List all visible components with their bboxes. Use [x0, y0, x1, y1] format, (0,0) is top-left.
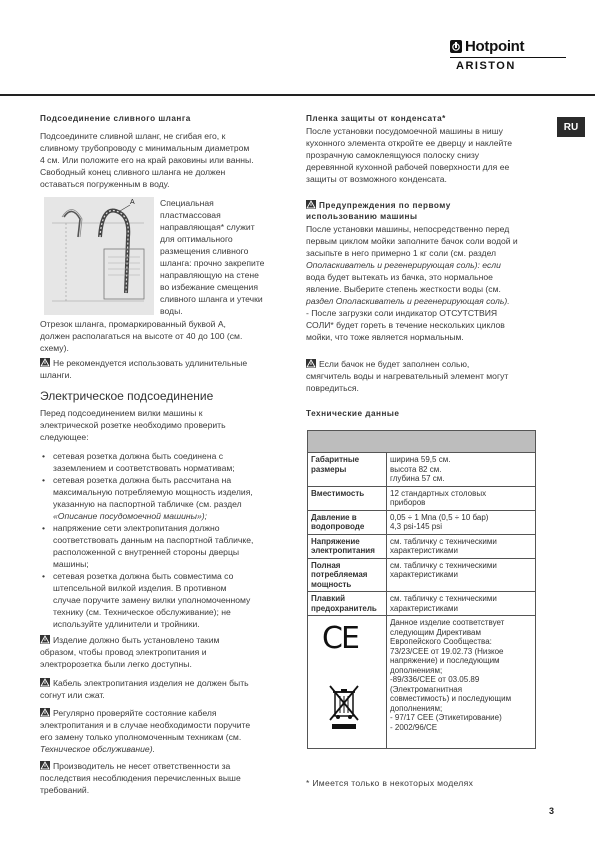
- hose-text: Отрезок шланга, промаркированный буквой А, должен располагаться на высоте от 40 до 100 (см. схему).: [40, 319, 243, 353]
- list-item: • сетевая розетка должна быть соединена с заземлением и соответствовать нормативам;: [40, 450, 298, 474]
- table-header-row: [308, 431, 536, 453]
- warning-access: Изделие должно быть установлено таким образом, чтобы провод электропитания и электророзетка были легко доступны.: [40, 635, 220, 669]
- footnote: * Имеется только в некоторых моделях: [306, 778, 474, 788]
- warning-icon: [40, 358, 50, 367]
- header-rule: [0, 94, 595, 96]
- tech-table: [307, 430, 536, 749]
- brand-name: Hotpoint: [465, 38, 525, 55]
- film-title: Пленка защиты от конденсата*: [306, 114, 446, 123]
- warning-check: Регулярно проверяйте состояние кабеля электропитания и в случае необходимости поручите его замену только уполномоченным техникам (см. Техническое обслуживание).: [40, 708, 251, 754]
- page-number: 3: [549, 806, 555, 816]
- table-row: Вместимость 12 стандартных столовых приборов: [308, 486, 536, 510]
- list-item: • сетевая розетка должна быть совместима со штепсельной вилкой изделия. В противном случае поручите замену вилки уполномоченному технику (см. Техническое обслуживание); не используйте удлинители и тройники.: [40, 570, 298, 630]
- table-row: Давление в водопроводе 0,05 ÷ 1 Мпа (0,5 ÷ 10 бар) 4,3 psi-145 psi: [308, 510, 536, 534]
- table-row: Полная потребляемая мощность см. табличку с техническими характеристиками: [308, 558, 536, 592]
- hose-diagram-icon: [44, 197, 154, 315]
- ext-warning: Не рекомендуется использовать удлинительные шланги.: [40, 358, 248, 380]
- elec-title: Электрическое подсоединение: [40, 389, 214, 403]
- table-row-compliance: CE Данное изделие соответствует следующим Директивам Европейского Сообщества: 73/23/CEE от 19.02.73 (Низкое напряжение) и последующим дополнениям; -89/336/CEE от 03.05.89 (Электромагнитная совместимость) и последующим дополнениям; - 97/17 CEE (Этикетирование) - 2002/96/CE: [308, 616, 536, 749]
- warning-icon: [306, 359, 316, 368]
- elec-intro: Перед подсоединением вилки машины к электрической розетке необходимо проверить следующее:: [40, 408, 226, 442]
- drain-title: Подсоединение сливного шланга: [40, 114, 191, 123]
- elec-checklist: [40, 450, 298, 630]
- warning-liability: Производитель не несет ответственности за последствия несоблюдения перечисленных выше требований.: [40, 761, 241, 795]
- table-row: Плавкий предохранитель см. табличку с техническими характеристиками: [308, 592, 536, 616]
- warning-icon: [40, 635, 50, 644]
- first-wash-text: После установки машины, непосредственно перед первым циклом мойки заполните бачок соли водой и засыпьте в него примерно 1 кг соли (см. раздел Ополаскиватель и регенерирующая соль): если вода будет вытекать из бачка, это нормальное явление. Выберите степень жесткости воды (см. раздел Ополаскиватель и регенерирующая соль). - После загрузки соли индикатор ОТСУТСТВИЯ СОЛИ* будет гореть в течение нескольких циклов мойки, что тоже является нормальным.: [306, 224, 518, 342]
- warning-icon: [40, 761, 50, 770]
- lang-badge: RU: [557, 117, 585, 137]
- hotpoint-logo-icon: [450, 40, 462, 53]
- figure-label-a: A: [130, 199, 135, 206]
- brand-sub: ARISTON: [456, 60, 516, 72]
- drain-hose-figure: [44, 197, 154, 315]
- table-row: Габаритные размеры ширина 59,5 см. высота 82 см. глубина 57 см.: [308, 453, 536, 487]
- tech-title: Технические данные: [306, 409, 400, 418]
- ce-mark: CE: [322, 621, 358, 656]
- warning-cable: Кабель электропитания изделия не должен быть согнут или сжат.: [40, 678, 249, 700]
- brand-logo: [450, 38, 570, 72]
- warning-icon: [306, 200, 316, 209]
- drain-text: Подсоедините сливной шланг, не сгибая его, к сливному трубопроводу с минимальным диаметром 4 см. Или положите его на край раковины или ванны. Свободный конец сливного шланга не должен оставаться погруженным в воду.: [40, 131, 254, 189]
- film-text: После установки посудомоечной машины в нишу кухонного элемента откройте ее дверцу и наклейте прозрачную самоклеящуюся полоску снизу деревянной кухонной рабочей поверхности для ее защиты от возможного конденсата.: [306, 126, 512, 184]
- table-row: Напряжение электропитания см. табличку с техническими характеристиками: [308, 534, 536, 558]
- list-item: • напряжение сети электропитания должно соответствовать данным на паспортной табличке, расположенной с внутренней стороны дверцы машины;: [40, 522, 298, 570]
- salt-warning: Если бачок не будет заполнен солью, смягчитель воды и нагревательный элемент могут повредиться.: [306, 359, 509, 393]
- guide-text: Специальная пластмассовая направляющая* служит для оптимального размещения сливного шланга: прочно закрепите направляющую на стене во избежание смещения сливного шланга и утечки воды.: [160, 198, 265, 316]
- warning-icon: [40, 678, 50, 687]
- weee-bin-icon: [326, 684, 362, 730]
- warning-icon: [40, 708, 50, 717]
- first-wash-title: Предупреждения по первому использованию машины: [306, 201, 451, 221]
- list-item: • сетевая розетка должна быть рассчитана на максимальную потребляемую мощность изделия, указанную на паспортной табличке (см. раздел «Описание посудомоечной машины»);: [40, 474, 298, 522]
